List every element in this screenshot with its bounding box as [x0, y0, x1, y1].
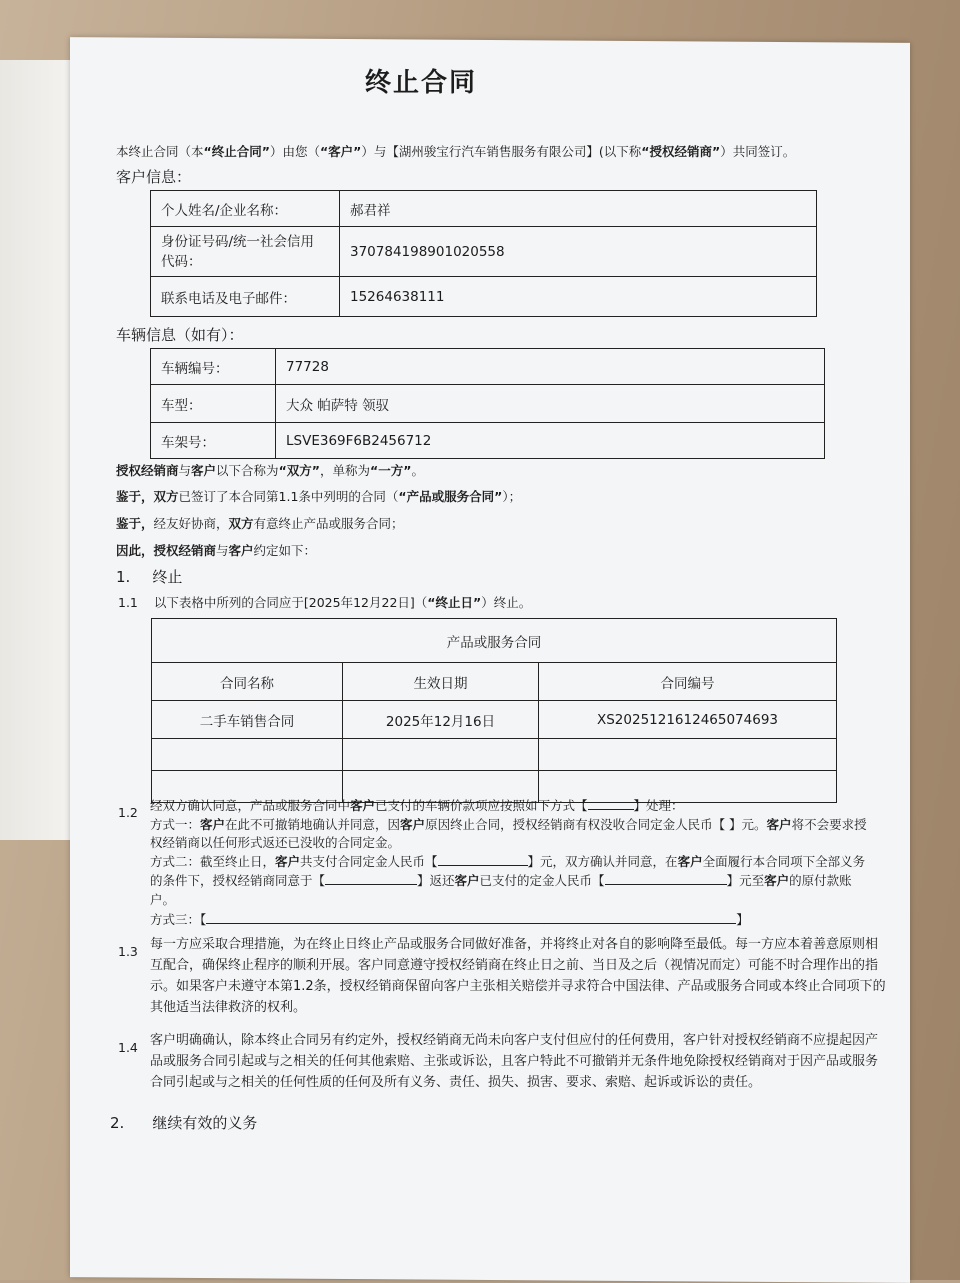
recital-parties: 授权经销商与客户以下合称为“双方”，单称为“一方”。: [116, 463, 424, 478]
customer-label: 个人姓名/企业名称：: [151, 191, 340, 227]
contract-header-number: 合同编号: [539, 663, 837, 701]
clause-1-4-text: 客户明确确认，除本终止合同另有约定外，授权经销商无尚未向客户支付但应付的任何费用，客户针对授权经销商不应提起因产品或服务合同引起或与之相关的任何其他索赔、主张或诉讼，且客户特此不可撤销并无条件地免除授权经销商对于因产品或服务合同引起或与之相关的任何性质的任何及所有义务、责任、损失、损害、要求、索赔、起诉或诉讼的责任。: [150, 1033, 879, 1090]
clause-1-4-number: 1.4: [118, 1040, 138, 1055]
vehicle-info-heading: 车辆信息（如有）：: [116, 326, 244, 344]
customer-label: 联系电话及电子邮件：: [151, 277, 340, 317]
vehicle-value: LSVE369F6B2456712: [276, 423, 825, 459]
contract-header-name: 合同名称: [152, 663, 343, 701]
recital-whereas-2: 鉴于，经友好协商，双方有意终止产品或服务合同；: [116, 516, 404, 531]
vehicle-label: 车架号：: [151, 423, 276, 459]
document-title: 终止合同: [364, 68, 477, 98]
clause-1-2-option-2-end: 户。: [150, 892, 176, 907]
vehicle-value: 大众 帕萨特 领驭: [276, 385, 825, 423]
table-row: [152, 701, 837, 739]
customer-row-name: [151, 191, 817, 227]
customer-value: 郝君祥: [340, 191, 817, 227]
vehicle-label: 车辆编号：: [151, 349, 276, 385]
contract-name-cell: 二手车销售合同: [152, 701, 343, 739]
customer-value: 15264638111: [340, 277, 817, 317]
recital-therefore: 因此，授权经销商与客户约定如下：: [116, 543, 317, 558]
contract-table: [151, 618, 837, 803]
clause-1-2-option-2-cont: 的条件下，授权经销商同意于【 】返还客户已支付的定金人民币【 】元至客户的原付款账: [150, 873, 852, 888]
customer-row-contact: [151, 277, 817, 317]
customer-row-id: [151, 227, 817, 277]
vehicle-label: 车型：: [151, 385, 276, 423]
table-row-empty: [152, 739, 837, 771]
recital-whereas-1: 鉴于，双方已签订了本合同第1.1条中列明的合同（“产品或服务合同”）；: [116, 489, 522, 504]
clause-1-2-option-3: 方式三：【 】: [150, 912, 749, 927]
contract-header-date: 生效日期: [343, 663, 539, 701]
section-1-heading: 1. 终止: [116, 568, 183, 586]
clause-1-2-option-2: 方式二：截至终止日，客户共支付合同定金人民币【 】元，双方确认并同意，在客户全面履行本合同项下全部义务: [150, 854, 866, 869]
customer-info-table: [150, 190, 817, 317]
clause-1-2-option-1: 方式一：客户在此不可撤销地确认并同意，因客户原因终止合同，授权经销商有权没收合同定金人民币【 】元。客户将不会要求授: [150, 817, 867, 832]
customer-value: 370784198901020558: [340, 227, 817, 277]
vehicle-value: 77728: [276, 349, 825, 385]
intro-line: 本终止合同（本“终止合同”）由您（“客户”）与【湖州骏宝行汽车销售服务有限公司】(以下称“授权经销商”）共同签订。: [116, 144, 796, 159]
clause-1-3-number: 1.3: [118, 944, 138, 959]
contract-number-cell: XS2025121612465074693: [539, 701, 837, 739]
contract-date-cell: 2025年12月16日: [343, 701, 539, 739]
section-2-heading: 2. 继续有效的义务: [110, 1114, 258, 1132]
underlying-sheet: [0, 60, 70, 840]
vehicle-row-vin: [151, 423, 825, 459]
vehicle-row-number: [151, 349, 825, 385]
clause-1-2-line-1: 经双方确认同意，产品或服务合同中客户已支付的车辆价款项应按照如下方式【 】处理：: [150, 798, 684, 813]
clause-1-2-option-1-cont: 权经销商以任何形式返还已没收的合同定金。: [150, 835, 401, 850]
vehicle-row-model: [151, 385, 825, 423]
contract-table-caption-row: [152, 619, 837, 663]
clause-1-3-text: 每一方应采取合理措施，为在终止日终止产品或服务合同做好准备，并将终止对各自的影响降至最低。每一方应本着善意原则相互配合，确保终止程序的顺利开展。客户同意遵守授权经销商在终止日之前、当日及之后（视情况而定）可能不时合理作出的指示。如果客户未遵守本第1.2条，授权经销商保留向客户主张相关赔偿并寻求符合中国法律、产品或服务合同或本终止合同项下的其他适当法律救济的权利。: [150, 937, 886, 1015]
contract-table-caption: 产品或服务合同: [152, 619, 837, 663]
vehicle-info-table: [150, 348, 825, 459]
customer-info-heading: 客户信息：: [116, 168, 192, 186]
customer-label: 身份证号码/统一社会信用 代码：: [151, 227, 340, 277]
clause-1-1: 1.1 以下表格中所列的合同应于[2025年12月22日]（“终止日”）终止。: [118, 595, 532, 610]
clause-1-2-number: 1.2: [118, 805, 138, 820]
contract-table-header-row: [152, 663, 837, 701]
